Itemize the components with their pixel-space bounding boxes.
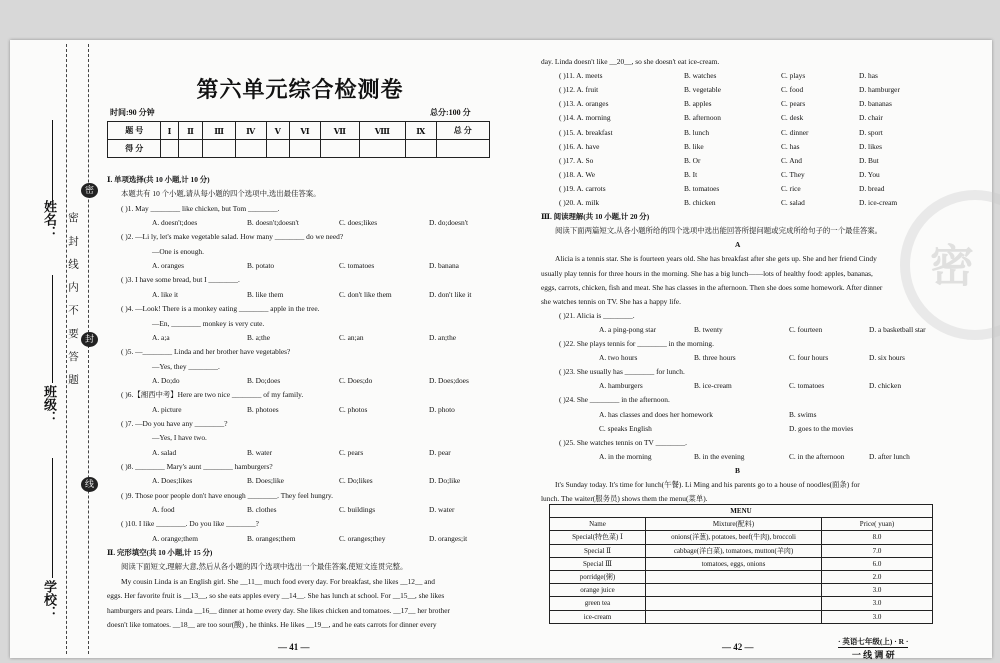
cloze-option-c: C. salad [781,198,805,207]
reading-option: D. six hours [869,353,905,363]
option-d: D. banana [429,261,459,271]
answer-line: —En, ________ monkey is very cute. [152,318,265,328]
option-b: B. Do;does [247,375,281,385]
cloze-option-d: D. ice-cream [859,198,898,207]
publisher-brand [838,636,908,661]
option-a: A. orange;them [152,533,198,543]
cloze-option-a: ( )17. A. So [559,155,594,165]
cloze-option-a: ( )12. A. fruit [559,85,599,95]
menu-cell: green tea [550,597,646,610]
score-cell [178,140,203,158]
left-column [107,173,497,633]
option-c: C. photos [339,404,368,414]
cloze-option-c: C. food [781,85,804,95]
option-b: B. potato [247,261,275,271]
reading-option: C. speaks English [599,423,652,433]
passage-line: doesn't like tomatoes. __18__ are too sour(酸) , he thinks. He likes __19__, and he eats carrots for dinner every [107,619,437,629]
reading-option: B. swims [789,409,817,419]
menu-header-cell: Price( yuan) [822,518,933,531]
question-line: ( )7. —Do you have any ________? [121,418,228,428]
score-header-cell: Ⅸ [405,122,436,140]
watermark-glyph: 密 [930,242,974,291]
section-1-instruction: 本题共有 10 个小题,请从每小题的四个选项中,选出最佳答案。 [121,189,321,199]
reading-option: D. after lunch [869,451,910,461]
option-b: B. oranges;them [247,533,296,543]
score-cell: 得 分 [108,140,161,158]
cloze-option-a: ( )15. A. breakfast [559,127,613,137]
menu-table [549,504,933,624]
cloze-option-d: D. bananas [859,99,892,109]
brand-top: · 英语七年级(上) · R · [838,637,909,646]
menu-cell: 2.0 [822,570,933,583]
reading-option: C. four hours [789,353,829,363]
menu-cell: Special(特色菜) Ⅰ [550,531,646,544]
cloze-option-b: B. chicken [684,198,716,207]
menu-cell [646,597,822,610]
cloze-option-d: D. But [859,155,879,165]
cloze-option-a: ( )20. A. milk [559,198,600,207]
option-c: C. oranges;they [339,533,386,543]
passage-line: It's Sunday today. It's time for lunch(午餐). Li Ming and his parents go to a house of noodles(面条) for [555,480,860,489]
total-score: 总分:100 分 [430,108,471,117]
cloze-option-c: C. plays [781,71,806,81]
question-line: ( )8. ________ Mary's aunt ________ hamburgers? [121,462,273,471]
cloze-option-d: D. bread [859,183,885,193]
seal-mark-3: 线 [81,477,98,492]
menu-cell: orange juice [550,584,646,597]
cloze-option-b: B. tomatoes [684,183,720,193]
cloze-option-b: B. vegetable [684,85,721,95]
menu-cell: cabbage(洋白菜), tomatoes, mutton(羊肉) [646,544,822,557]
menu-cell: 7.0 [822,544,933,557]
option-c: C. Does;do [339,375,373,385]
option-b: B. photoes [247,404,279,414]
menu-cell: 6.0 [822,557,933,570]
cloze-option-c: C. They [781,169,805,179]
score-header-cell: 总 分 [436,122,490,140]
question-line: ( )25. She watches tennis on TV ________. [559,437,688,447]
option-a: A. oranges [152,261,185,271]
cloze-option-b: B. like [684,141,704,151]
reading-option: C. tomatoes [789,381,825,391]
question-line: ( )4. —Look! There is a monkey eating ________ apple in the tree. [121,304,320,314]
menu-cell: Special Ⅲ [550,557,646,570]
reading-option: A. in the morning [599,451,652,461]
question-line: ( )9. Those poor people don't have enough ________. They feel hungry. [121,490,333,500]
score-header-cell: Ⅲ [203,122,235,140]
option-d: D. an;the [429,332,457,342]
score-cell [405,140,436,158]
score-cell [266,140,289,158]
brand-bottom: 一 线 调 研 [838,647,908,661]
menu-row [550,557,933,570]
reading-option: C. in the afternoon [789,451,845,461]
option-d: D. do;doesn't [429,218,469,228]
seal-mark-1: 密 [81,183,98,198]
option-d: D. Does;does [429,375,469,385]
option-b: B. doesn't;doesn't [247,218,299,228]
passage-line: she watches tennis on TV. She has a happy life. [541,296,681,306]
reading-option: A. a ping-pong star [599,324,657,334]
option-c: C. buildings [339,505,376,515]
seal-instruction: 密 封 线 内 不 要 答 题 [67,212,78,390]
passage-line: eggs. Her favorite fruit is __13__, so she eats apples every __14__. She has lunch at school. For __15__, she likes [107,591,445,601]
score-cell [203,140,235,158]
menu-cell: 3.0 [822,597,933,610]
option-d: D. water [429,505,455,515]
menu-cell: 3.0 [822,610,933,623]
question-line: ( )10. I like ________. Do you like ________? [121,519,259,529]
cloze-option-d: D. You [859,169,880,179]
name-line [52,120,53,202]
question-line: ( )6.【湘西中考】Here are two nice ________ of my family. [121,390,304,400]
passage-line: eggs, carrots, chicken, fish and meat. She has classes in the afternoon. Then she does some homework. After dinner [541,282,883,292]
menu-cell: 8.0 [822,531,933,544]
cloze-option-b: B. Or [684,155,701,165]
class-label: 班级： [42,385,57,424]
option-a: A. like it [152,289,179,299]
option-a: A. salad [152,447,177,457]
score-cell [289,140,320,158]
menu-cell: Special Ⅱ [550,544,646,557]
question-line: ( )21. Alicia is ________. [559,310,635,320]
menu-cell: onions(洋葱), potatoes, beef(牛肉), broccoli [646,531,822,544]
score-header-cell: Ⅰ [161,122,178,140]
class-line [52,275,53,383]
menu-cell [646,610,822,623]
page-title: 第六单元综合检测卷 [196,77,404,103]
option-c: C. an;an [339,332,364,342]
menu-row [550,597,933,610]
menu-title: MENU [550,505,933,518]
option-a: A. a;a [152,332,170,342]
passage-line: Alicia is a tennis star. She is fourteen years old. She has breakfast after she gets up. She and her friend Cindy [555,254,877,264]
section-3-instruction: 阅读下面两篇短文,从各小题所给的四个选项中选出能回答所提问题或完成所给句子的一个最佳答案。 [555,226,883,236]
menu-cell [646,584,822,597]
option-b: B. water [247,447,273,457]
cloze-option-a: ( )19. A. carrots [559,183,606,193]
menu-row [550,570,933,583]
score-cell [161,140,178,158]
reading-option: D. a basketball star [869,324,926,334]
menu-header-cell: Name [550,518,646,531]
cloze-option-b: B. watches [684,71,717,81]
option-c: C. don't like them [339,289,392,299]
section-1-heading: Ⅰ. 单项选择(共 10 小题,计 10 分) [107,175,210,184]
option-c: C. does;likes [339,218,378,228]
seal-line-inner [88,44,89,654]
menu-header-cell: Mixture(配料) [646,518,822,531]
section-2-instruction: 阅读下面短文,理解大意,然后从各小题的四个选项中选出一个最佳答案,使短文连贯完整。 [121,562,408,572]
cloze-option-b: B. apples [684,99,712,109]
score-cell [235,140,266,158]
question-line: ( )22. She plays tennis for ________ in the morning. [559,339,714,348]
option-c: C. Do;likes [339,476,373,486]
cloze-option-c: C. And [781,155,802,165]
passage-line: lunch. The waiter(服务员) shows them the menu(菜单). [541,494,708,504]
menu-cell: ice-cream [550,610,646,623]
cloze-option-d: D. chair [859,113,883,123]
cloze-option-c: C. has [781,141,800,151]
page-number-right: — 42 — [722,642,754,652]
question-line: ( )1. May ________ like chicken, but Tom ________. [121,203,280,213]
option-b: B. a;the [247,332,270,342]
answer-line: —Yes, they ________. [152,361,220,371]
score-header-cell: Ⅷ [359,122,405,140]
reading-option: D. goes to the movies [789,423,854,433]
reading-option: B. in the evening [694,451,745,461]
question-line: ( )5. —________ Linda and her brother have vegetables? [121,347,291,357]
passage-b-label: B [735,465,740,475]
passage-line: My cousin Linda is an English girl. She __11__ much food every day. For breakfast, she likes __12__ and [121,576,435,586]
menu-row [550,584,933,597]
reading-option: B. three hours [694,353,736,363]
reading-option: A. two hours [599,353,638,363]
time-limit: 时间:90 分钟 [110,108,155,117]
question-line: ( )2. —Li ly, let's make vegetable salad. How many ________ do we need? [121,232,344,242]
cloze-option-c: C. desk [781,113,804,123]
reading-option: B. ice-cream [694,381,732,391]
question-line: ( )3. I have some bread, but I ________. [121,275,240,285]
option-a: A. doesn't;does [152,218,198,228]
menu-cell: 3.0 [822,584,933,597]
cloze-option-c: C. pears [781,99,806,109]
menu-cell [646,570,822,583]
score-header-cell: Ⅳ [235,122,266,140]
cloze-option-b: B. lunch [684,127,710,137]
option-c: C. pears [339,447,364,457]
score-header-cell: Ⅱ [178,122,203,140]
cloze-option-b: B. afternoon [684,113,721,123]
option-c: C. tomatoes [339,261,375,271]
cloze-option-a: ( )18. A. We [559,169,596,179]
score-header-cell: Ⅶ [320,122,359,140]
school-line [52,458,53,578]
menu-cell: tomatoes, eggs, onions [646,557,822,570]
section-3-heading: Ⅲ. 阅读理解(共 10 小题,计 20 分) [541,212,650,222]
cloze-option-d: D. has [859,71,878,81]
score-table [107,121,490,158]
cloze-option-a: ( )14. A. morning [559,113,611,123]
score-cell [320,140,359,158]
reading-option: C. fourteen [789,324,823,334]
option-d: D. oranges;it [429,533,468,543]
passage-line: hamburgers and pears. Linda __16__ dinner at home every day. She likes chicken and tomatoes. __17__ her brother [107,605,450,615]
option-d: D. don't like it [429,289,472,299]
answer-line: —Yes, I have two. [152,433,207,443]
answer-line: —One is enough. [152,246,204,256]
reading-option: A. hamburgers [599,381,643,391]
option-a: A. Does;likes [152,476,193,486]
score-header-cell: 题 号 [108,122,161,140]
cloze-option-d: D. hamburger [859,85,900,95]
score-header-cell: Ⅵ [289,122,320,140]
score-header-cell: Ⅴ [266,122,289,140]
option-a: A. Do;do [152,375,180,385]
passage-a-label: A [735,240,741,250]
option-a: A. picture [152,404,182,414]
option-d: D. photo [429,404,455,414]
cloze-option-a: ( )11. A. meets [559,71,603,81]
option-b: B. like them [247,289,284,299]
option-b: B. clothes [247,505,277,515]
reading-option: D. chicken [869,381,902,391]
reading-option: A. has classes and does her homework [599,409,713,419]
menu-cell: porridge(粥) [550,570,646,583]
cloze-option-a: ( )13. A. oranges [559,99,609,109]
menu-row [550,610,933,623]
name-label: 姓名： [42,200,57,239]
score-cell [436,140,490,158]
question-line: ( )24. She ________ in the afternoon. [559,395,670,405]
right-column [541,55,941,505]
section-2-heading: Ⅱ. 完形填空(共 10 小题,计 15 分) [107,548,213,558]
menu-row [550,544,933,557]
menu-row [550,531,933,544]
option-b: B. Does;like [247,476,284,486]
cloze-option-c: C. rice [781,183,801,193]
option-a: A. food [152,505,175,515]
option-d: D. pear [429,447,451,457]
cloze-option-d: D. likes [859,141,882,151]
cloze-option-c: C. dinner [781,127,809,137]
cloze-option-a: ( )16. A. have [559,141,600,151]
cloze-option-d: D. sport [859,127,883,137]
school-label: 学校： [42,580,57,619]
page-number-left: — 41 — [278,642,310,652]
cloze-option-b: B. It [684,169,698,179]
passage-line: day. Linda doesn't like __20__, so she doesn't eat ice-cream. [541,57,720,66]
option-d: D. Do;like [429,476,461,486]
reading-option: B. twenty [694,324,723,334]
passage-line: usually play tennis for three hours in the morning. She has a big lunch——lots of healthy food: apples, bananas, [541,268,873,278]
score-cell [359,140,405,158]
seal-mark-2: 封 [81,332,98,347]
question-line: ( )23. She usually has ________ for lunch. [559,367,685,377]
